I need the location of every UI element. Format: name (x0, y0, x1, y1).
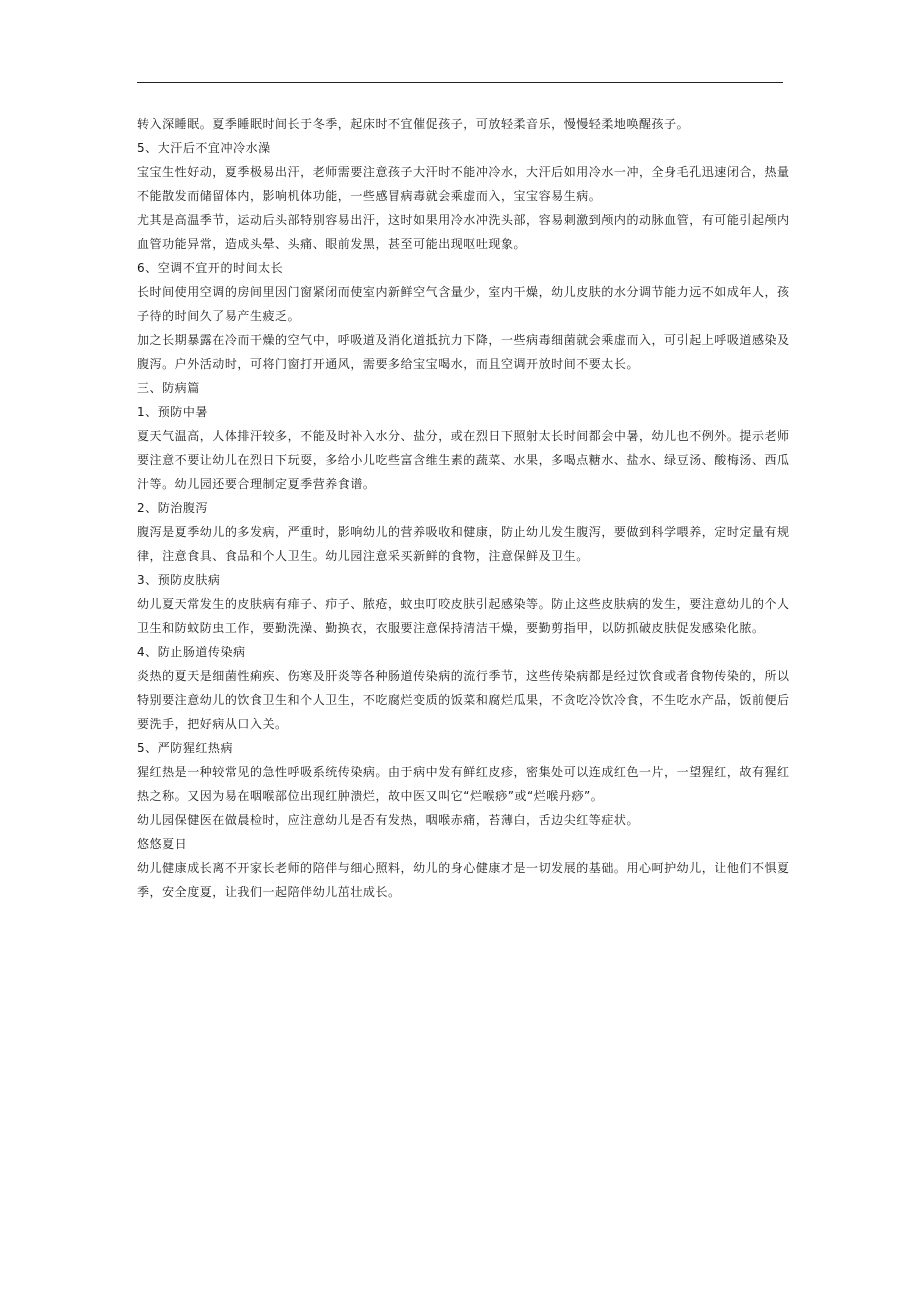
text-line: 血管功能异常，造成头晕、头痛、眼前发黑，甚至可能出现呕吐现象。 (137, 237, 527, 251)
paragraph-h5 (137, 136, 787, 160)
text-line: 5、大汗后不宜冲冷水澡 (137, 141, 271, 155)
text-line: 炎热的夏天是细菌性痢疾、伤寒及肝炎等各种肠道传染病的流行季节，这些传染病都是经过饮食或者食物传染的，所以 (137, 669, 790, 683)
text-line: 幼儿健康成长离不开家长老师的陪伴与细心照料，幼儿的身心健康才是一切发展的基础。用心呵护幼儿，让他们不惧夏 (137, 861, 790, 875)
text-line: 6、空调不宜开的时间太长 (137, 261, 284, 275)
text-line: 长时间使用空调的房间里因门窗紧闭而使室内新鲜空气含量少，室内干燥，幼儿皮肤的水分调节能力远不如成年人，孩 (137, 285, 790, 299)
text-line: 宝宝生性好动，夏季极易出汗，老师需要注意孩子大汗时不能冲冷水，大汗后如用冷水一冲，全身毛孔迅速闭合，热量 (137, 165, 790, 179)
text-line: 幼儿夏天常发生的皮肤病有痱子、疖子、脓疮，蚊虫叮咬皮肤引起感染等。防止这些皮肤病的发生，要注意幼儿的个人 (137, 597, 790, 611)
text-line: 律，注意食具、食品和个人卫生。幼儿园注意采买新鲜的食物，注意保鲜及卫生。 (137, 549, 589, 563)
header-rule (137, 82, 783, 83)
paragraph-h6 (137, 256, 787, 280)
paragraph-p9 (137, 664, 790, 736)
text-line: 加之长期暴露在冷而干燥的空气中，呼吸道及消化道抵抗力下降，一些病毒细菌就会乘虚而入，可引起上呼吸道感染及 (137, 333, 790, 347)
text-line: 季，安全度夏，让我们一起陪伴幼儿茁壮成长。 (137, 885, 401, 899)
paragraph-p5 (137, 328, 790, 376)
paragraph-p12 (137, 856, 790, 904)
text-line: 4、防止肠道传染病 (137, 645, 246, 659)
text-line: 转入深睡眠。夏季睡眠时间长于冬季，起床时不宜催促孩子，可放轻柔音乐，慢慢轻柔地唤醒孩子。 (137, 117, 690, 131)
text-line: 热之称。又因为易在咽喉部位出现红肿溃烂，故中医又叫它“烂喉痧”或“烂喉丹痧”。 (137, 789, 604, 803)
text-line: 幼儿园保健医在做晨检时，应注意幼儿是否有发热，咽喉赤痛，苔薄白，舌边尖红等症状。 (137, 813, 640, 827)
text-line: 猩红热是一种较常见的急性呼吸系统传染病。由于病中发有鲜红皮疹，密集处可以连成红色一片，一望猩红，故有猩红 (137, 765, 790, 779)
paragraph-p4 (137, 280, 790, 328)
text-line: 卫生和防蚊防虫工作，要勤洗澡、勤换衣，衣服要注意保持清洁干燥，要勤剪指甲，以防抓破皮肤促发感染化脓。 (137, 621, 765, 635)
paragraph-h3 (137, 568, 787, 592)
text-line: 特别要注意幼儿的饮食卫生和个人卫生，不吃腐烂变质的饭菜和腐烂瓜果，不贪吃冷饮冷食，不生吃水产品，饭前便后 (137, 693, 790, 707)
paragraph-h1 (137, 400, 787, 424)
text-line: 夏天气温高，人体排汗较多，不能及时补入水分、盐分，或在烈日下照射太长时间都会中暑，幼儿也不例外。提示老师 (137, 429, 790, 443)
text-line: 不能散发而储留体内，影响机体功能，一些感冒病毒就会乘虚而入，宝宝容易生病。 (137, 189, 602, 203)
text-line: 尤其是高温季节，运动后头部特别容易出汗，这时如果用冷水冲洗头部，容易刺激到颅内的动脉血管，有可能引起颅内 (137, 213, 790, 227)
paragraph-h4 (137, 640, 787, 664)
paragraph-s4 (137, 832, 787, 856)
paragraph-s3 (137, 376, 787, 400)
paragraph-p6 (137, 424, 790, 496)
text-line: 汁等。幼儿园还要合理制定夏季营养食谱。 (137, 477, 376, 491)
document-body (137, 112, 790, 904)
text-line: 腹泻。户外活动时，可将门窗打开通风，需要多给宝宝喝水，而且空调开放时间不要太长。 (137, 357, 640, 371)
paragraph-p8 (137, 592, 790, 640)
text-line: 5、严防猩红热病 (137, 741, 234, 755)
paragraph-p1 (137, 112, 787, 136)
paragraph-p10 (137, 760, 790, 808)
text-line: 2、防治腹泻 (137, 501, 208, 515)
text-line: 3、预防皮肤病 (137, 573, 221, 587)
text-line: 1、预防中暑 (137, 405, 208, 419)
paragraph-p11 (137, 808, 787, 832)
paragraph-h5b (137, 736, 787, 760)
text-line: 悠悠夏日 (137, 837, 188, 851)
paragraph-h2 (137, 496, 787, 520)
paragraph-p3 (137, 208, 790, 256)
paragraph-p7 (137, 520, 790, 568)
text-line: 要洗手，把好病从口入关。 (137, 717, 288, 731)
paragraph-p2 (137, 160, 790, 208)
text-line: 子待的时间久了易产生疲乏。 (137, 309, 301, 323)
text-line: 腹泻是夏季幼儿的多发病，严重时，影响幼儿的营养吸收和健康，防止幼儿发生腹泻，要做到科学喂养，定时定量有规 (137, 525, 790, 539)
text-line: 要注意不要让幼儿在烈日下玩耍，多给小儿吃些富含维生素的蔬菜、水果，多喝点糖水、盐水、绿豆汤、酸梅汤、西瓜 (137, 453, 790, 467)
text-line: 三、防病篇 (137, 381, 200, 395)
